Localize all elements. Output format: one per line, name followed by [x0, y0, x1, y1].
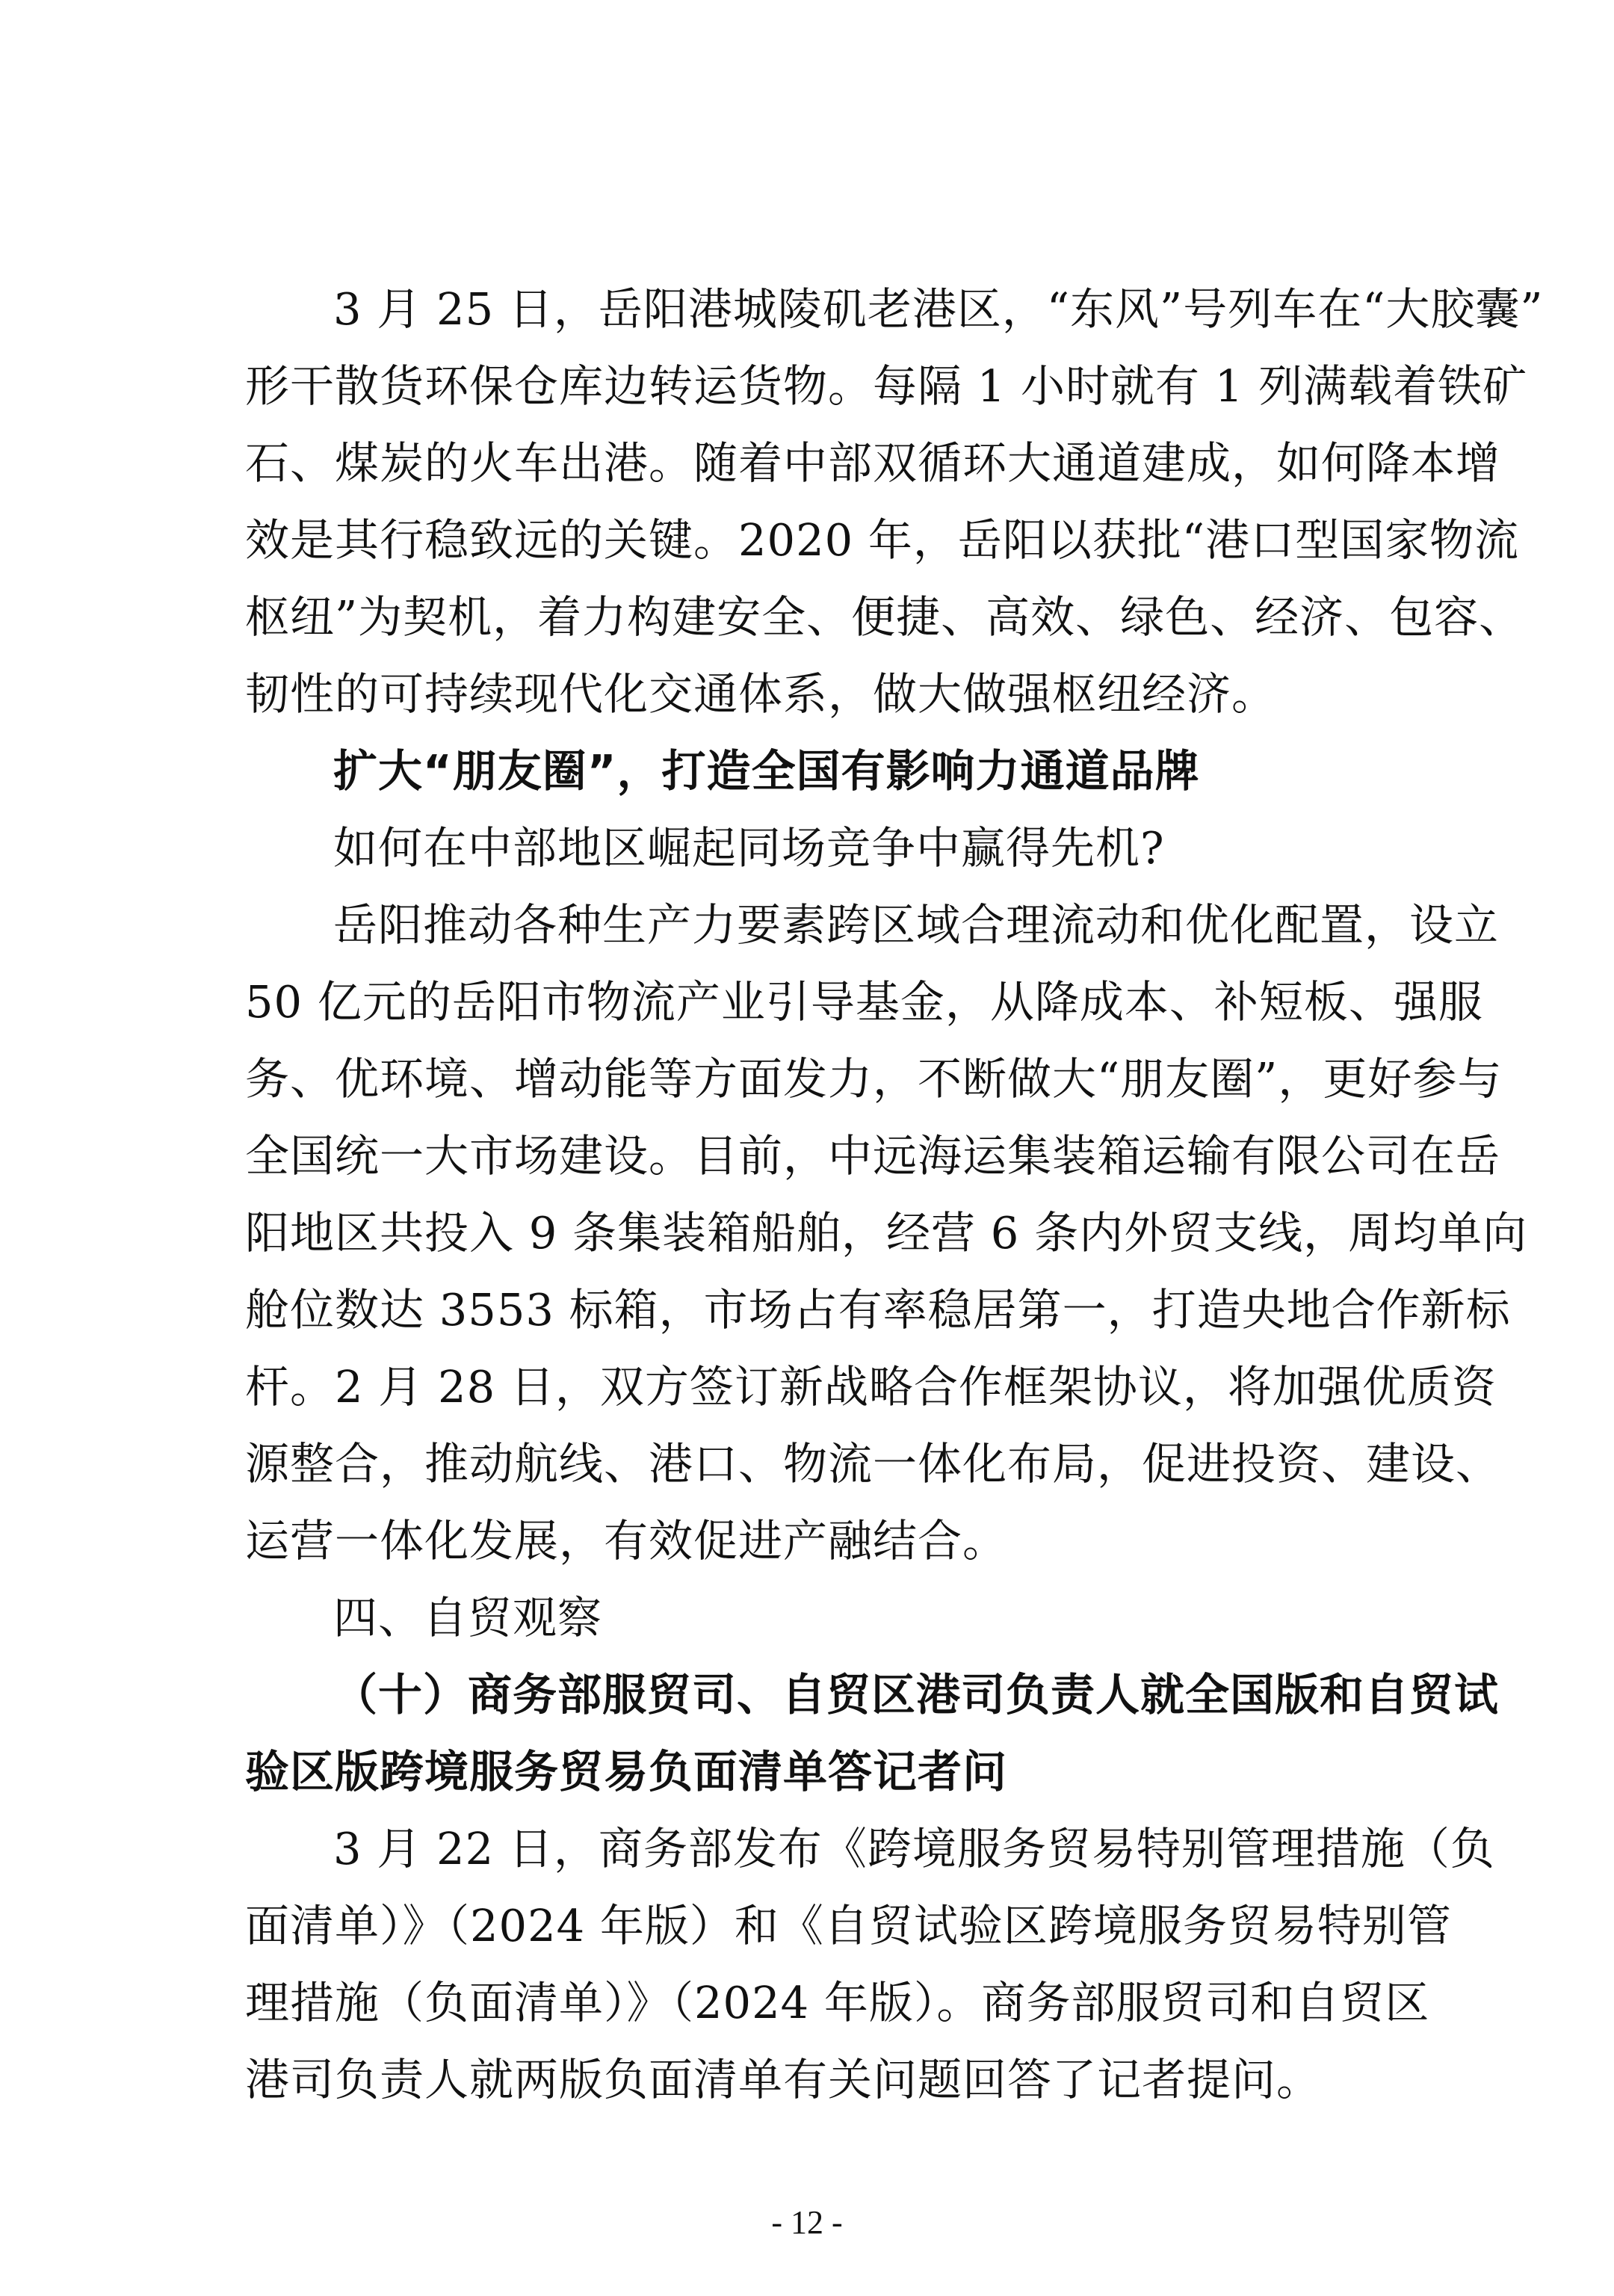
paragraph-line: 韧性的可持续现代化交通体系，做大做强枢纽经济。 — [245, 668, 1277, 720]
paragraph-line: 阳地区共投入 9 条集装箱船舶，经营 6 条内外贸支线，周均单向 — [245, 1207, 1528, 1259]
paragraph-port-trains — [245, 271, 1544, 732]
paragraph-line: 运营一体化发展，有效促进产融结合。 — [245, 1515, 1008, 1567]
paragraph-line: 源整合，推动航线、港口、物流一体化布局，促进投资、建设、 — [245, 1438, 1501, 1490]
page-body — [245, 271, 1544, 2118]
subheading-line: （十）商务部服贸司、自贸区港司负责人就全国版和自贸试 — [333, 1669, 1500, 1721]
paragraph-line: 面清单）》（2024 年版）和《自贸试验区跨境服务贸易特别管 — [245, 1900, 1452, 1951]
subheading-negative-list — [245, 1656, 1500, 1810]
question-line: 如何在中部地区崛起同场竞争中赢得先机? — [333, 822, 1165, 874]
paragraph-logistics-fund — [245, 886, 1528, 1579]
subheading-line: 验区版跨境服务贸易负面清单答记者问 — [245, 1746, 1008, 1797]
paragraph-line: 3 月 25 日，岳阳港城陵矶老港区，“东风”号列车在“大胶囊” — [333, 283, 1544, 335]
paragraph-negative-list — [245, 1810, 1495, 2118]
section-title: 四、自贸观察 — [333, 1592, 603, 1644]
paragraph-line: 岳阳推动各种生产力要素跨区域合理流动和优化配置，设立 — [333, 899, 1500, 951]
paragraph-line: 石、煤炭的火车出港。随着中部双循环大通道建成，如何降本增 — [245, 437, 1501, 489]
paragraph-line: 港司负责人就两版负面清单有关问题回答了记者提问。 — [245, 2054, 1322, 2105]
paragraph-line: 舱位数达 3553 标箱，市场占有率稳居第一，打造央地合作新标 — [245, 1284, 1511, 1336]
paragraph-line: 效是其行稳致远的关键。2020 年，岳阳以获批“港口型国家物流 — [245, 514, 1520, 566]
paragraph-line: 3 月 22 日，商务部发布《跨境服务贸易特别管理措施（负 — [333, 1823, 1495, 1874]
subheading-friend-circle: 扩大“朋友圈”，打造全国有影响力通道品牌 — [333, 745, 1200, 797]
paragraph-line: 枢纽”为契机，着力构建安全、便捷、高效、绿色、经济、包容、 — [245, 591, 1524, 643]
paragraph-line: 全国统一大市场建设。目前，中远海运集装箱运输有限公司在岳 — [245, 1130, 1501, 1182]
page-number: - 12 - — [771, 2204, 843, 2241]
paragraph-line: 务、优环境、增动能等方面发力，不断做大“朋友圈”，更好参与 — [245, 1053, 1503, 1105]
paragraph-line: 杆。2 月 28 日，双方签订新战略合作框架协议，将加强优质资 — [245, 1361, 1497, 1413]
paragraph-line: 形干散货环保仓库边转运货物。每隔 1 小时就有 1 列满载着铁矿 — [245, 360, 1528, 412]
paragraph-line: 理措施（负面清单）》（2024 年版）。商务部服贸司和自贸区 — [245, 1977, 1430, 2028]
paragraph-line: 50 亿元的岳阳市物流产业引导基金，从降成本、补短板、强服 — [245, 976, 1483, 1028]
